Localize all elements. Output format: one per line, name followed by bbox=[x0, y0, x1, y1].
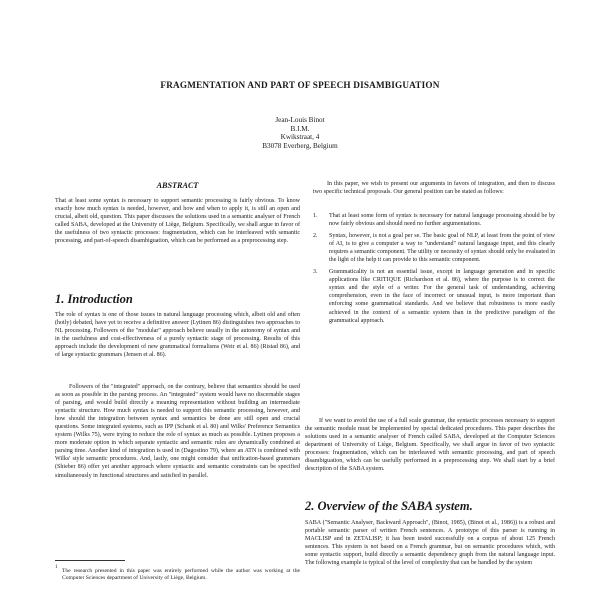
position-list bbox=[313, 212, 555, 329]
right-intro-paragraph: In this paper, we wish to present our arguments in favors of integration, and then to discuss two specific technical proposals. Our general position can be stated as follows: bbox=[313, 181, 555, 196]
right-paragraph-2: If we want to avoid the use of a full scale grammar, the syntactic processes necessary to support the semantic module must be implemented by special dedicated procedures. This paper describes the solutions used in a semantic analyser of French called SABA, developed at the Computer Sciences department of University of Liège, Belgium. Specifically, we shall argue in favor of two syntactic processes: fragmentation, which can be interleaved with semantic processing, and part of speech disambiguation, which can be usefully performed in a preprocessing step. We shall start by a brief description of the SABA system. bbox=[305, 418, 555, 473]
section-2-heading: 2. Overview of the SABA system. bbox=[305, 499, 473, 513]
saba-overview-paragraph: SABA ("Semantic Analyser, Backward Approach", (Binot, 1985), (Binot et al., 1986)) is a robust and portable semantic parser of written French sentences. A prototype of this parser is running in MACLISP and in ZETALISP; it has been tested successfully on a corpus of about 125 French sentences. This system is not based on a French grammar, but on semantic procedures which, with some syntactic support, build directly a semantic dependency graph from the natural language input. The following example is typical of the level of complexity that can be handled by the system bbox=[305, 520, 555, 567]
list-item: 1. That at least some form of syntax is necessary for natural language processing should be by now fairly obvious and should need no further argumentations. bbox=[313, 213, 555, 228]
author-block bbox=[0, 116, 600, 150]
footnote-text: The research presented in this paper was entirely performed while the author was working at the Computer Sciences department of University of Liège, Belgium. bbox=[62, 568, 300, 582]
author-city: B3078 Everberg, Belgium bbox=[262, 141, 338, 150]
author-org: B.I.M. bbox=[290, 124, 310, 133]
abstract-heading: ABSTRACT bbox=[156, 181, 199, 190]
section-1-heading: 1. Introduction bbox=[55, 292, 133, 306]
footnote-rule bbox=[55, 560, 125, 561]
list-item: 2. Syntax, however, is not a goal per se. The basic goal of NLP, at least from the point of view of AI, is to give a computer a way to "understand" natural language input, and this clearly requires a semantic component. The utility or necessity of syntax should only be evaluated in the light of the help it can provide to this semantic component. bbox=[313, 233, 555, 264]
footnote-mark: 1 bbox=[55, 565, 58, 570]
paper-title: FRAGMENTATION AND PART OF SPEECH DISAMBIGUATION bbox=[160, 80, 440, 90]
list-item: 3. Grammaticality is not an essential issue, except in language generation and in specific applications like CRITIQUE (Richardson et al. 86), where the purpose is to correct the syntax and the style of a writer. For the general task of understanding, achieving comprehension, even in the face of incorrect or unusual input, is more important than enforcing some grammatical standards. And we believe that robustness is more easily achieved in the context of a semantic system than in the predictive paradigm of the grammatical approach. bbox=[313, 269, 555, 324]
abstract-text: That at least some syntax is necessary to support semantic processing is fairly obvious. To know exactly how much syntax is needed, however, and how and when to apply it, is still an open and crucial, albeit old, question. This paper discusses the solutions used in a semantic analyser of French called SABA, developed at the University of Liège, Belgium. Specifically, we shall argue in favor of the usefulness of two syntactic processes: fragmentation, which can be interleaved with semantic processing, and part-of-speech disambiguation, which can be performed as a preprocessing step. bbox=[55, 198, 300, 245]
intro-paragraph-2: Followers of the "integrated" approach, on the contrary, believe that semantics should be used as soon as possible in the parsing process. An "integrated" system would have no discernable stages of parsing, and would build directly a meaning representation without building an intermediate syntactic structure. How much syntax is needed to support this semantic processing, however, and how should the integration between syntax and semantics be done are still open and crucial questions. Some integrated systems, such as IPP (Schank et al. 80) and Wilks' Preference Semantics system (Wilks 75), were trying to reduce the role of syntax as much as possible. Lytinen proposes a more moderate option in which separate syntactic and semantic rules are dynamically combined at parsing time. Another kind of integration is used in (Dagostino 79), where an ATN is combined with Wilks' style semantic procedures. And, lastly, one might consider that unification-based grammars (Shieber 86) offer yet another approach where syntactic and semantic constraints can be specified simultaneously in functional structures and satisfied in parallel. bbox=[55, 384, 300, 479]
intro-paragraph-1: The role of syntax is one of those issues in natural language processing which, albeit old and often (hotly) debated, have yet to receive a definitive answer (Lytinen 86) distinguishes two approaches to NL processing. Followers of the "modular" approach believe usually in the autonomy of syntax and in the usefulness and cost-effectiveness of a purely syntactic stage of processing. Results of this approach include the development of new grammatical formalisms (Weir et al. 86) (Ristad 86), and of large syntactic grammars (Jensen et al. 86). bbox=[55, 312, 300, 359]
author-name: Jean-Louis Binot bbox=[275, 116, 325, 124]
author-street: Kwikstraat, 4 bbox=[280, 133, 320, 142]
